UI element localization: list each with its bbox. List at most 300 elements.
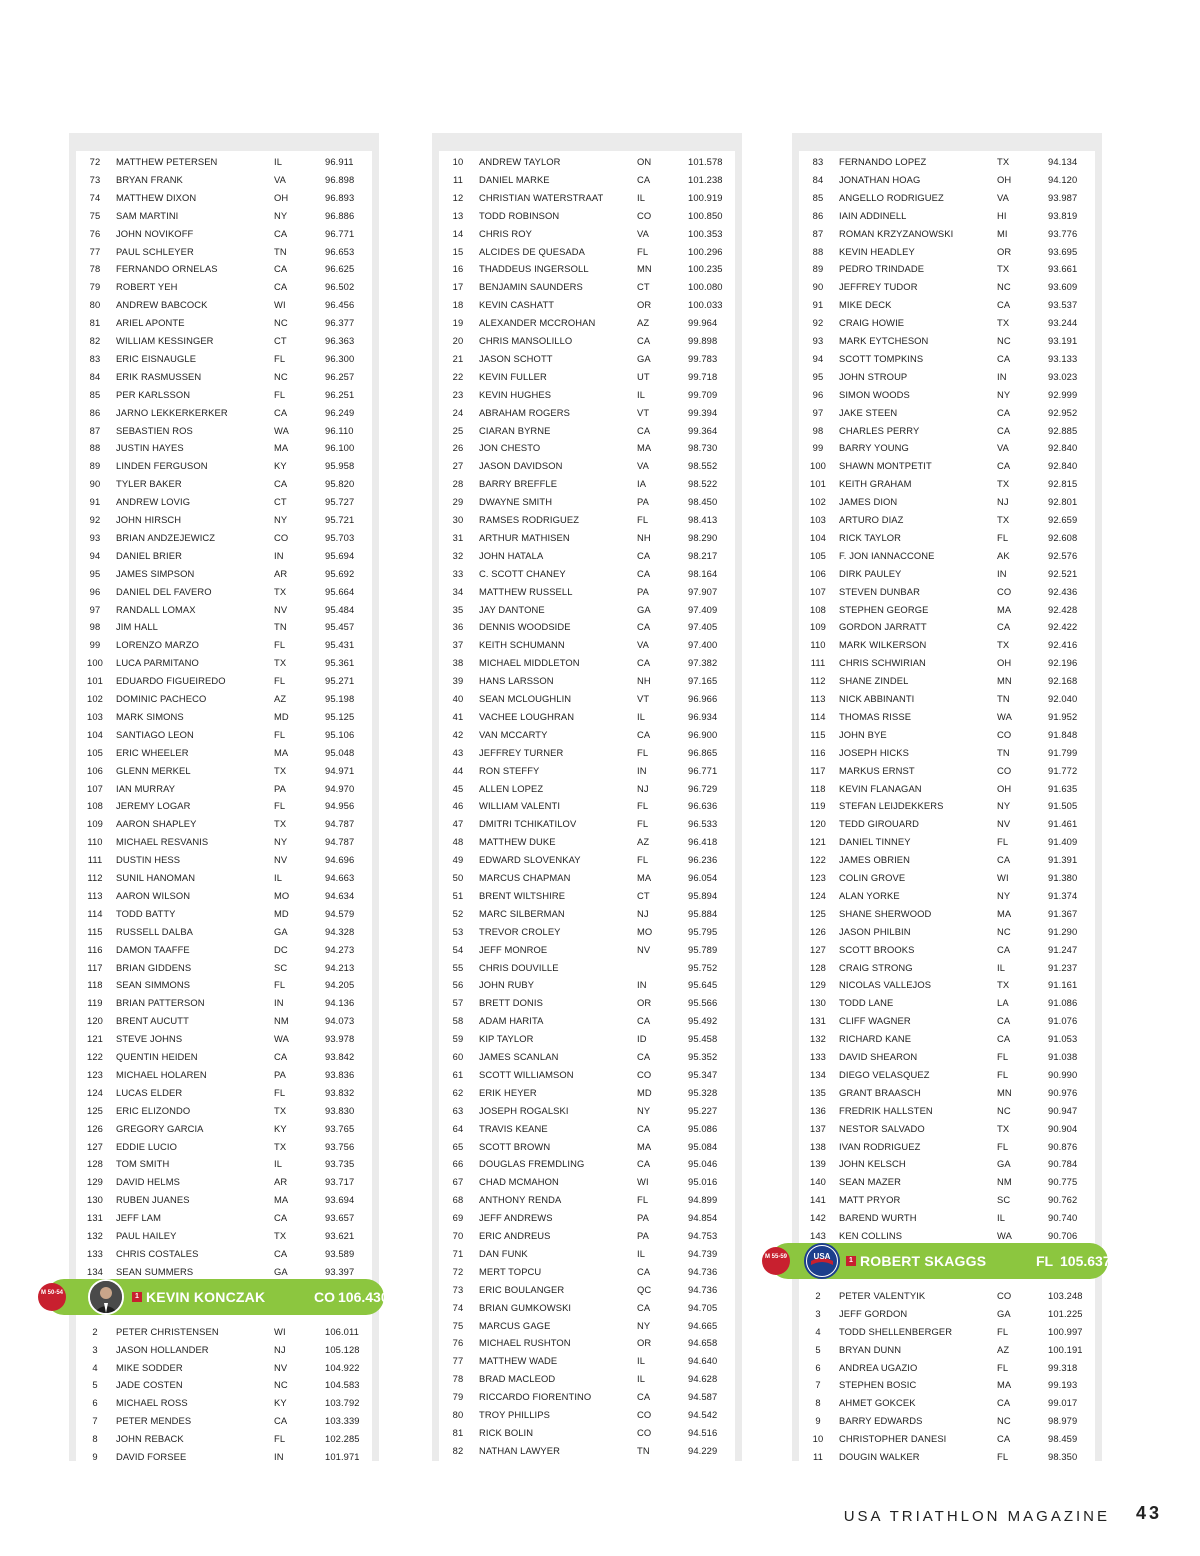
result-row [432, 1281, 742, 1299]
winner-name: ROBERT SKAGGS [860, 1253, 987, 1269]
result-rank: 50 [452, 872, 464, 883]
result-rank: 5 [815, 1343, 821, 1355]
result-state: NV [274, 1361, 288, 1373]
result-points: 95.692 [325, 567, 355, 579]
result-state: TX [997, 478, 1010, 490]
result-row [792, 547, 1102, 565]
result-points: 95.347 [688, 1068, 718, 1080]
result-rank: 111 [810, 657, 826, 669]
result-state: AR [274, 1176, 288, 1188]
result-rank: 66 [452, 1158, 464, 1170]
result-points: 94.134 [1048, 156, 1078, 167]
result-state: LA [997, 997, 1009, 1009]
result-rank: 124 [87, 1086, 103, 1098]
result-row [69, 959, 379, 977]
result-rank: 12 [452, 191, 464, 203]
result-row [432, 1173, 742, 1191]
result-row [792, 708, 1102, 726]
result-rank: 114 [87, 907, 103, 919]
result-points: 95.894 [688, 889, 718, 901]
result-row [69, 869, 379, 887]
result-state: CT [637, 889, 650, 901]
result-name: MICHAEL RESVANIS [116, 836, 209, 848]
result-name: JEFF ANDREWS [479, 1212, 553, 1224]
result-name: BRENT WILTSHIRE [479, 889, 566, 901]
result-points: 91.505 [1048, 800, 1078, 812]
result-points: 94.658 [688, 1337, 718, 1349]
result-points: 95.752 [688, 961, 718, 973]
result-points: 91.409 [1048, 836, 1078, 848]
result-rank: 45 [452, 782, 464, 794]
result-state: MI [997, 227, 1008, 239]
result-name: GLENN MERKEL [116, 764, 191, 776]
result-state: MD [637, 1086, 652, 1098]
result-rank: 86 [89, 406, 101, 418]
result-name: BARRY EDWARDS [839, 1415, 923, 1427]
result-points: 95.086 [688, 1122, 718, 1134]
result-points: 94.328 [325, 925, 355, 937]
result-rank: 74 [452, 1301, 464, 1313]
result-rank: 84 [89, 370, 101, 382]
result-rank: 70 [452, 1230, 464, 1241]
result-rank: 103 [810, 514, 826, 525]
result-row [69, 708, 379, 726]
result-points: 90.904 [1048, 1122, 1078, 1134]
result-state: ID [637, 1033, 647, 1045]
result-points: 94.640 [688, 1355, 718, 1367]
result-state: IL [637, 1247, 646, 1259]
result-state: NC [274, 1379, 288, 1391]
result-row [792, 1394, 1102, 1412]
result-name: MATTHEW WADE [479, 1355, 558, 1367]
result-state: CA [637, 1051, 651, 1062]
result-name: DENNIS WOODSIDE [479, 621, 571, 633]
result-name: MICHAEL HOLAREN [116, 1068, 207, 1080]
result-state: QC [637, 1283, 652, 1295]
result-state: VA [637, 460, 650, 472]
result-name: CLIFF WAGNER [839, 1015, 911, 1027]
result-row [69, 762, 379, 780]
result-name: MARK WILKERSON [839, 639, 927, 651]
result-name: STEFAN LEIJDEKKERS [839, 800, 944, 812]
result-name: DOUGLAS FREMDLING [479, 1158, 585, 1170]
result-name: DMITRI TCHIKATILOV [479, 818, 577, 830]
result-rank: 13 [452, 209, 464, 221]
result-points: 92.040 [1048, 693, 1078, 704]
result-points: 91.799 [1048, 746, 1078, 758]
result-state: NC [997, 335, 1011, 346]
result-rank: 16 [452, 263, 464, 275]
result-row [69, 1084, 379, 1102]
result-state: TX [274, 1140, 287, 1152]
result-name: JEFF LAM [116, 1212, 162, 1224]
result-row [69, 726, 379, 744]
magazine-title: USA TRIATHLON MAGAZINE [843, 1508, 1110, 1525]
result-name: ERIC ANDREUS [479, 1230, 551, 1241]
result-rank: 8 [815, 1397, 821, 1409]
result-points: 98.217 [688, 549, 718, 561]
result-name: ALAN YORKE [839, 889, 900, 901]
result-state: TX [997, 156, 1010, 167]
result-points: 92.196 [1048, 657, 1078, 669]
result-points: 93.776 [1048, 227, 1078, 239]
result-points: 98.459 [1048, 1433, 1078, 1445]
result-points: 92.576 [1048, 549, 1078, 561]
result-points: 96.110 [325, 424, 354, 436]
result-points: 96.900 [688, 728, 718, 740]
result-points: 92.436 [1048, 585, 1078, 597]
result-name: RUSSELL DALBA [116, 925, 194, 937]
result-points: 94.787 [325, 818, 355, 830]
result-row [69, 1173, 379, 1191]
result-points: 90.876 [1048, 1140, 1078, 1152]
result-points: 99.394 [688, 406, 718, 418]
result-name: MICHAEL ROSS [116, 1397, 188, 1409]
result-state: TX [274, 818, 287, 830]
result-state: NC [997, 1104, 1011, 1116]
result-name: TODD SHELLENBERGER [839, 1325, 953, 1337]
result-points: 93.589 [325, 1247, 355, 1259]
result-state: CA [637, 1122, 651, 1134]
result-row [432, 1317, 742, 1335]
result-name: KEVIN CASHATT [479, 299, 555, 311]
result-points: 95.328 [688, 1086, 718, 1098]
result-rank: 102 [87, 693, 103, 704]
result-name: CHAD MCMAHON [479, 1176, 559, 1188]
age-group-winner-banner-m50-54 [40, 1279, 389, 1315]
result-points: 100.997 [1048, 1325, 1083, 1337]
result-rank: 47 [452, 818, 464, 830]
athlete-photo-icon [88, 1279, 124, 1315]
result-rank: 135 [810, 1086, 826, 1098]
result-name: DIEGO VELASQUEZ [839, 1068, 930, 1080]
result-name: ERIK HEYER [479, 1086, 537, 1098]
result-rank: 88 [812, 245, 824, 257]
result-name: MATTHEW RUSSELL [479, 585, 573, 597]
result-points: 104.922 [325, 1361, 360, 1373]
result-state: NM [997, 1176, 1012, 1188]
result-points: 94.705 [688, 1301, 718, 1313]
result-points: 90.784 [1048, 1158, 1078, 1170]
result-row [432, 780, 742, 798]
result-row [792, 207, 1102, 225]
result-rank: 21 [452, 352, 464, 364]
result-points: 93.397 [325, 1265, 355, 1277]
result-name: JOSEPH ROGALSKI [479, 1104, 569, 1116]
result-state: OR [997, 245, 1012, 257]
result-row [432, 1245, 742, 1263]
result-state: FL [637, 245, 649, 257]
result-state: FL [274, 728, 286, 740]
result-row [432, 1030, 742, 1048]
result-state: VT [637, 406, 650, 418]
result-name: JONATHAN HOAG [839, 173, 921, 185]
result-row [432, 762, 742, 780]
result-points: 93.621 [325, 1230, 355, 1241]
result-rank: 140 [810, 1176, 826, 1188]
result-row [432, 833, 742, 851]
result-row [69, 1394, 379, 1412]
result-row [69, 475, 379, 493]
result-name: SEBASTIEN ROS [116, 424, 193, 436]
result-row [69, 815, 379, 833]
result-name: EDUARDO FIGUEIREDO [116, 675, 226, 687]
result-row [792, 887, 1102, 905]
result-state: CA [997, 352, 1011, 364]
result-state: KY [274, 1122, 287, 1134]
result-rank: 118 [810, 782, 826, 794]
result-points: 93.756 [325, 1140, 355, 1152]
result-state: PA [274, 1068, 287, 1080]
result-points: 100.296 [688, 245, 723, 257]
result-state: NJ [637, 782, 649, 794]
result-row [432, 1334, 742, 1352]
result-rank: 6 [815, 1361, 821, 1373]
result-rank: 31 [452, 531, 464, 543]
result-state: CO [637, 1426, 652, 1438]
result-row [792, 439, 1102, 457]
result-name: ROMAN KRZYZANOWSKI [839, 227, 954, 239]
result-name: KEITH GRAHAM [839, 478, 912, 490]
result-name: BRIAN GIDDENS [116, 961, 192, 973]
result-row [792, 565, 1102, 583]
result-rank: 89 [89, 460, 101, 472]
result-points: 96.377 [325, 317, 355, 329]
result-name: ERIK RASMUSSEN [116, 370, 202, 382]
result-row [432, 1352, 742, 1370]
result-row [792, 368, 1102, 386]
result-points: 92.422 [1048, 621, 1078, 633]
result-rank: 143 [810, 1230, 826, 1241]
result-rank: 105 [810, 549, 826, 561]
result-row [69, 296, 379, 314]
result-points: 98.522 [688, 478, 718, 490]
result-row [432, 1370, 742, 1388]
result-rank: 82 [452, 1444, 464, 1456]
result-rank: 86 [812, 209, 824, 221]
result-name: ERIC EISNAUGLE [116, 352, 197, 364]
result-state: NY [274, 209, 288, 221]
result-name: MARK SIMONS [116, 710, 184, 722]
result-name: BAREND WURTH [839, 1212, 917, 1224]
result-state: VA [274, 173, 287, 185]
result-points: 94.628 [688, 1373, 718, 1385]
result-rank: 27 [452, 460, 464, 472]
result-name: WILLIAM KESSINGER [116, 335, 214, 346]
result-points: 95.016 [688, 1176, 718, 1188]
result-name: CHRIS DOUVILLE [479, 961, 559, 973]
result-rank: 72 [89, 156, 101, 167]
result-name: SHANE SHERWOOD [839, 907, 932, 919]
winner-points: 105.637 [1060, 1253, 1111, 1269]
result-state: CA [637, 549, 651, 561]
result-state: CO [637, 1068, 652, 1080]
result-points: 91.952 [1048, 710, 1078, 722]
result-points: 95.271 [325, 675, 355, 687]
result-row [432, 1442, 742, 1460]
result-points: 98.290 [688, 531, 718, 543]
result-name: C. SCOTT CHANEY [479, 567, 566, 579]
result-name: GREGORY GARCIA [116, 1122, 204, 1134]
result-row [432, 1012, 742, 1030]
result-state: TX [274, 764, 287, 776]
result-rank: 137 [810, 1122, 826, 1134]
result-rank: 102 [810, 496, 826, 508]
result-state: IL [637, 1373, 646, 1385]
result-name: JOHN BYE [839, 728, 887, 740]
result-points: 99.193 [1048, 1379, 1078, 1391]
result-state: WI [637, 1176, 649, 1188]
result-state: NC [274, 370, 288, 382]
result-rank: 109 [810, 621, 826, 633]
result-points: 101.225 [1048, 1307, 1083, 1319]
result-state: CA [997, 406, 1011, 418]
result-rank: 110 [87, 836, 103, 848]
result-row [432, 815, 742, 833]
result-state: NY [997, 800, 1011, 812]
result-points: 91.367 [1048, 907, 1078, 919]
result-name: SEAN MAZER [839, 1176, 901, 1188]
result-points: 96.893 [325, 191, 355, 203]
result-state: CO [997, 764, 1012, 776]
result-state: AZ [637, 317, 650, 329]
result-points: 92.659 [1048, 514, 1078, 525]
result-points: 96.502 [325, 281, 355, 293]
result-row [69, 833, 379, 851]
result-state: DC [274, 943, 288, 955]
result-name: RICK TAYLOR [839, 531, 902, 543]
result-points: 90.740 [1048, 1212, 1078, 1224]
result-row [432, 511, 742, 529]
result-state: MD [274, 710, 289, 722]
result-points: 98.413 [688, 514, 718, 525]
result-name: VACHEE LOUGHRAN [479, 710, 575, 722]
result-row [69, 672, 379, 690]
result-row [69, 636, 379, 654]
result-points: 95.484 [325, 603, 355, 615]
result-name: SEAN MCLOUGHLIN [479, 693, 572, 704]
result-name: STEVEN DUNBAR [839, 585, 921, 597]
result-points: 95.084 [688, 1140, 718, 1152]
result-rank: 63 [452, 1104, 464, 1116]
result-name: DANIEL DEL FAVERO [116, 585, 212, 597]
result-name: BARRY BREFFLE [479, 478, 558, 490]
result-name: SHAWN MONTPETIT [839, 460, 932, 472]
result-row [432, 439, 742, 457]
result-rank: 85 [812, 191, 824, 203]
result-points: 96.625 [325, 263, 355, 275]
winner-state: FL [1036, 1253, 1054, 1269]
result-points: 101.238 [688, 173, 723, 185]
result-name: BRIAN ANDZEJEWICZ [116, 531, 216, 543]
result-name: BRAD MACLEOD [479, 1373, 556, 1385]
result-rank: 64 [452, 1122, 464, 1134]
result-name: PETER CHRISTENSEN [116, 1325, 219, 1337]
result-name: ARIEL APONTE [116, 317, 185, 329]
result-points: 94.542 [688, 1409, 718, 1420]
result-rank: 132 [810, 1033, 826, 1045]
result-state: IL [637, 388, 646, 400]
result-name: CRAIG HOWIE [839, 317, 905, 329]
result-points: 93.694 [325, 1194, 355, 1206]
result-row [432, 493, 742, 511]
result-rank: 5 [92, 1379, 98, 1391]
result-name: RON STEFFY [479, 764, 540, 776]
result-points: 92.885 [1048, 424, 1078, 436]
result-row [432, 189, 742, 207]
result-state: NY [637, 1319, 651, 1331]
result-rank: 104 [87, 728, 103, 740]
age-group-badge: M 50-54 [38, 1283, 66, 1311]
result-row [69, 1048, 379, 1066]
result-points: 95.566 [688, 997, 718, 1009]
result-points: 97.405 [688, 621, 718, 633]
result-name: PETER VALENTYIK [839, 1289, 926, 1301]
result-rank: 7 [92, 1415, 98, 1427]
result-points: 94.739 [688, 1247, 718, 1259]
result-rank: 76 [89, 227, 101, 239]
result-state: KY [274, 460, 287, 472]
result-state: TX [997, 317, 1010, 329]
result-points: 93.609 [1048, 281, 1078, 293]
result-state: NY [274, 514, 288, 525]
result-state: PA [274, 782, 287, 794]
result-points: 95.048 [325, 746, 355, 758]
result-name: BRIAN PATTERSON [116, 997, 205, 1009]
result-points: 94.205 [325, 979, 355, 991]
result-points: 91.635 [1048, 782, 1078, 794]
result-points: 92.801 [1048, 496, 1078, 508]
result-state: MA [637, 1140, 652, 1152]
result-row [792, 851, 1102, 869]
result-row [792, 994, 1102, 1012]
result-name: JEFF MONROE [479, 943, 548, 955]
result-row [432, 314, 742, 332]
result-row [792, 171, 1102, 189]
result-points: 91.374 [1048, 889, 1078, 901]
result-name: ARTHUR MATHISEN [479, 531, 570, 543]
result-name: ANTHONY RENDA [479, 1194, 562, 1206]
result-name: ABRAHAM ROGERS [479, 406, 570, 418]
result-state: FL [637, 818, 649, 830]
result-rank: 112 [810, 675, 826, 687]
result-state: FL [997, 531, 1009, 543]
result-rank: 56 [452, 979, 464, 991]
result-name: GORDON JARRATT [839, 621, 927, 633]
result-rank: 3 [815, 1307, 821, 1319]
result-points: 96.886 [325, 209, 355, 221]
result-rank: 115 [810, 728, 826, 740]
result-row [792, 1341, 1102, 1359]
result-name: THOMAS RISSE [839, 710, 912, 722]
result-row [792, 672, 1102, 690]
result-points: 106.011 [325, 1325, 359, 1337]
result-points: 94.587 [688, 1391, 718, 1403]
result-name: JAMES DION [839, 496, 898, 508]
result-row [69, 1323, 379, 1341]
result-state: IL [637, 191, 646, 203]
result-rank: 90 [812, 281, 824, 293]
result-row [69, 994, 379, 1012]
result-name: JADE COSTEN [116, 1379, 183, 1391]
result-name: CRAIG STRONG [839, 961, 913, 973]
result-points: 96.865 [688, 746, 718, 758]
result-rank: 78 [452, 1373, 464, 1385]
result-row [432, 475, 742, 493]
result-rank: 53 [452, 925, 464, 937]
result-name: BENJAMIN SAUNDERS [479, 281, 583, 293]
result-rank: 116 [87, 943, 103, 955]
